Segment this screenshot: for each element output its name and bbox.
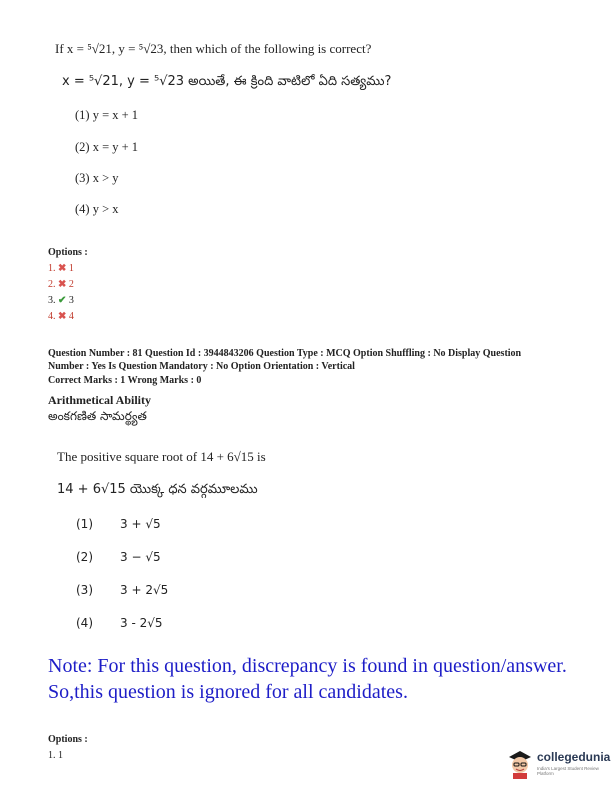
cross-icon: ✖ xyxy=(58,279,67,290)
q2-choice-2-number: (2) xyxy=(76,550,93,564)
q1-choice-2: (2) x = y + 1 xyxy=(75,140,139,154)
q2-english-text: The positive square root of 14 + 6√15 is xyxy=(57,449,266,464)
q1-choice-1: (1) y = x + 1 xyxy=(75,108,139,122)
mascot-icon xyxy=(505,745,535,779)
discrepancy-note: Note: For this question, discrepancy is found in question/answer. So,this question is ignored for all candidates. xyxy=(48,655,567,703)
option-value: 4 xyxy=(68,311,74,322)
q2-choice-3-number: (3) xyxy=(76,583,93,597)
option-number: 3. xyxy=(48,295,56,306)
q1-option-2 xyxy=(48,279,74,290)
cross-icon: ✖ xyxy=(58,263,67,274)
q2-choice-4-number: (4) xyxy=(76,616,93,630)
q1-options-label: Options : xyxy=(48,247,88,258)
option-number: 4. xyxy=(48,311,56,322)
q1-english-text: If x = ⁵√21, y = ⁵√23, then which of the following is correct? xyxy=(55,41,372,56)
q2-choice-1-value: 3 + √5 xyxy=(120,517,161,531)
q2-telugu-text: 14 + 6√15 యొక్క ధన వర్గమూలము xyxy=(57,482,258,497)
cross-icon: ✖ xyxy=(58,311,67,322)
q2-choice-3-value: 3 + 2√5 xyxy=(120,583,169,597)
q2-section-telugu: అంకగణిత సామర్థ్యత xyxy=(48,409,147,423)
option-number: 1. xyxy=(48,263,56,274)
logo-name: collegedunia xyxy=(537,750,611,764)
check-icon: ✔ xyxy=(58,295,67,306)
q2-meta-line-2: Number : Yes Is Question Mandatory : No Option Orientation : Vertical xyxy=(48,361,355,372)
q2-choice-2-value: 3 − √5 xyxy=(120,550,161,564)
q2-meta-line-1: Question Number : 81 Question Id : 3944843206 Question Type : MCQ Option Shuffling : No Display Question xyxy=(48,348,522,359)
q1-choice-4: (4) y > x xyxy=(75,202,119,216)
q2-choice-4-value: 3 - 2√5 xyxy=(120,616,163,630)
option-value: 1 xyxy=(68,263,74,274)
q1-option-3 xyxy=(48,295,74,306)
option-value: 2 xyxy=(68,279,74,290)
q2-options-label: Options : xyxy=(48,734,88,745)
option-value: 3 xyxy=(68,295,74,306)
q1-option-4 xyxy=(48,311,74,322)
q2-marks: Correct Marks : 1 Wrong Marks : 0 xyxy=(48,375,202,386)
q2-section-english: Arithmetical Ability xyxy=(48,393,151,407)
option-number: 2. xyxy=(48,279,56,290)
collegedunia-logo xyxy=(505,745,609,781)
q1-choice-3: (3) x > y xyxy=(75,171,119,185)
q1-telugu-text: x = ⁵√21, y = ⁵√23 అయితే, ఈ క్రింది వాటిలో ఏది సత్యము? xyxy=(62,74,392,89)
logo-tagline: India's Largest Student Review Platform xyxy=(537,766,599,776)
q2-choice-1-number: (1) xyxy=(76,517,93,531)
q2-option-1: 1. 1 xyxy=(48,750,63,761)
q1-option-1 xyxy=(48,263,74,274)
